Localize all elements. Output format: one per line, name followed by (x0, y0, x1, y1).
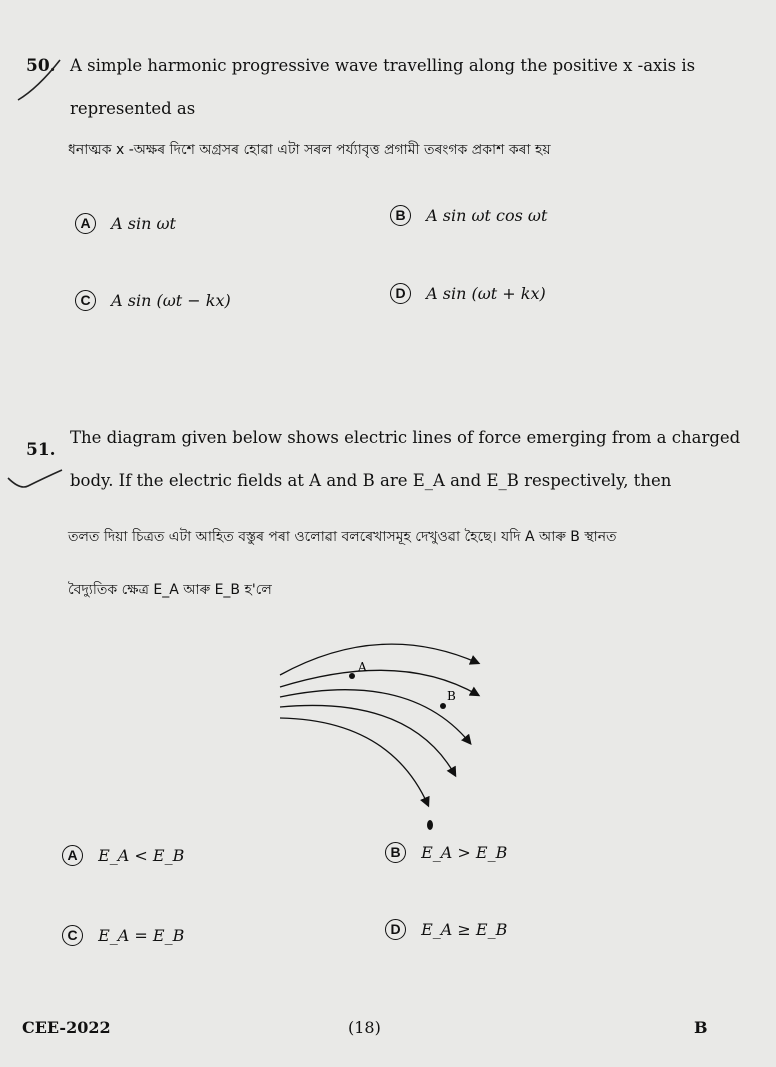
footer-exam-code: CEE-2022 (22, 1018, 111, 1037)
question-51-number: 51. (26, 440, 56, 460)
question-50-text-line2: represented as (70, 99, 196, 118)
point-b-label: B (447, 689, 456, 703)
option-letter: B (390, 205, 411, 226)
question-50-bengali: ধনাত্মক x -অক্ষৰ দিশে অগ্রসৰ হোৱা এটা সৰল পর্য্যাবৃত্ত প্রগামী তৰংগক প্রকাশ কৰা হয় (68, 142, 551, 158)
q50-option-d[interactable] (390, 283, 546, 304)
pen-mark-51 (6, 468, 66, 498)
option-letter: C (75, 290, 96, 311)
option-letter: C (62, 925, 83, 946)
option-letter: D (385, 919, 406, 940)
field-line-4 (280, 705, 455, 775)
field-line-5 (280, 718, 428, 805)
question-51-bengali-line2: বৈদ্যুতিক ক্ষেত্ৰ E_A আৰু E_B হ'লে (68, 582, 272, 598)
option-letter: A (62, 845, 83, 866)
question-51-bengali-line1: তলত দিয়া চিত্রত এটা আহিত বস্তুৰ পৰা ওলোৱা বলৰেখাসমূহ দেখুওৱা হৈছে। যদি A আৰু B স্থানত (68, 529, 617, 545)
q51-option-a[interactable] (62, 845, 184, 866)
option-text: A sin (ωt − kx) (111, 291, 231, 310)
option-text: E_A = E_B (98, 926, 185, 945)
question-51-text-line1: The diagram given below shows electric lines of force emerging from a charged (70, 428, 741, 447)
q51-option-c[interactable] (62, 925, 184, 946)
question-50-number: 50. (26, 56, 56, 76)
option-letter: B (385, 842, 406, 863)
q50-option-a[interactable] (75, 213, 176, 234)
footer-set-code: B (694, 1018, 708, 1037)
q51-option-b[interactable] (385, 842, 507, 863)
q51-option-d[interactable] (385, 919, 507, 940)
point-b (440, 703, 446, 709)
option-text: E_A < E_B (98, 846, 185, 865)
option-text: A sin (ωt + kx) (426, 284, 546, 303)
option-text: E_A > E_B (421, 843, 508, 862)
option-text: A sin ωt (111, 214, 176, 233)
question-50-text-line1: A simple harmonic progressive wave travelling along the positive x -axis is (70, 56, 696, 75)
option-text: E_A ≥ E_B (421, 920, 508, 939)
option-text: A sin ωt cos ωt (426, 206, 548, 225)
field-lines-diagram (260, 625, 500, 845)
point-a-label: A (358, 660, 367, 674)
option-letter: D (390, 283, 411, 304)
q50-option-b[interactable] (390, 205, 547, 226)
question-51-text-line2: body. If the electric fields at A and B are E_A and E_B respectively, then (70, 471, 672, 490)
ink-blot (427, 820, 433, 830)
pen-mark-50 (8, 58, 68, 108)
point-a (349, 673, 355, 679)
footer-page-number: (18) (348, 1018, 381, 1037)
field-line-3 (280, 690, 470, 743)
option-letter: A (75, 213, 96, 234)
q50-option-c[interactable] (75, 290, 231, 311)
